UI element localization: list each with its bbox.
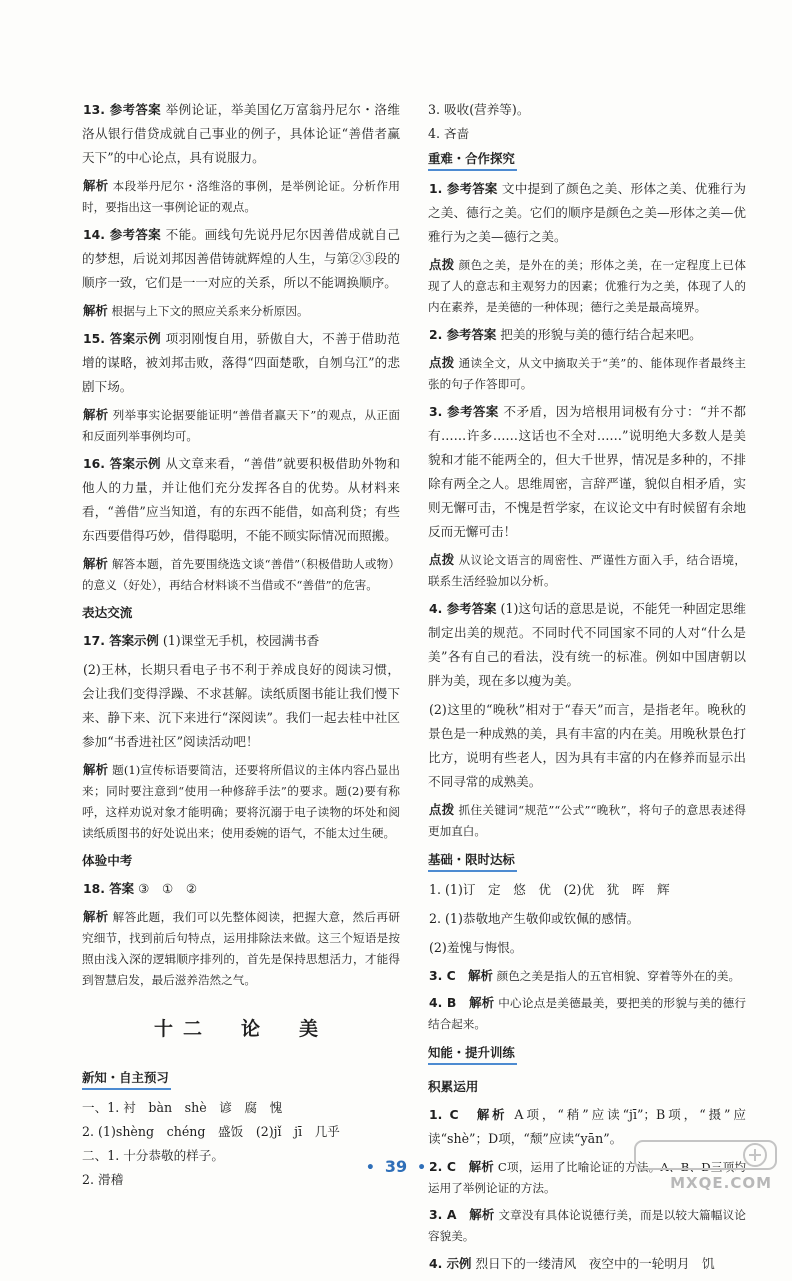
right-top-line: 4. 吝啬 [428,126,470,141]
answer-label: 4. 示例 [429,1256,472,1271]
q18-answer [82,877,400,901]
answer-label: 解析 [83,303,108,318]
answer-text: C项，运用了比喻论证的方法。A、B、D三项均运用了举例论证的方法。 [428,1160,746,1195]
section-key-title: 重难・合作探究 [428,150,517,171]
newknow-line: 一、1. 衬 bàn shè 谚 腐 愧 [82,1100,283,1115]
answer-text: 颜色之美是指人的五官相貌、穿着等外在的美。 [496,969,741,983]
answer-label: 15. 答案示例 [83,331,162,346]
answer-text: (1)这句话的意思是说，不能凭一种固定思维制定出美的规范。不同时代不同国家不同的人对“什么是美”各有自己的看法，没有统一的标准。例如中国唐朝以胖为美，现在多以瘦为美。 [428,601,746,688]
answer-paragraph [82,300,400,322]
answer-text: 项羽刚愎自用，骄傲自大，不善于借助范增的谋略，被刘邦击败，落得“四面楚歌，自刎乌江”的悲剧下场。 [82,331,401,394]
answer-label: 解析 [83,556,109,571]
answer-text: 列举事实论据要能证明“善借者赢天下”的观点，从正面和反面列举事例均可。 [82,408,401,443]
answer-paragraph [428,549,746,592]
answer-paragraph [82,223,400,295]
answer-text: 通读全文，从文中摘取关于“美”的、能体现作者最终主张的句子作答即可。 [428,356,747,391]
newknow-line: 2. 滑稽 [82,1172,124,1187]
answer-label: 16. 答案示例 [83,456,161,471]
answer-paragraph [82,98,400,170]
answer-text: 2. (1)恭敬地产生敬仰或钦佩的感情。 [429,911,640,926]
answer-paragraph [428,878,746,902]
answer-paragraph [428,992,746,1035]
answer-text: 从文章来看，“善借”就要积极借助外物和他人的力量，并让他们充分发挥各自的优势。从材料来看，“善借”应当知道，有的东西不能借，如高利贷；有些东西要借得巧妙，借得聪明，不能不顾实际情况而照搬。 [82,456,400,543]
answer-paragraph [428,177,746,249]
q18-analysis [82,906,400,991]
answer-paragraph [82,175,400,218]
chapter-title: 十二 论 美 [153,1018,328,1040]
section-express-title: 表达交流 [82,605,133,620]
answer-label: 14. 参考答案 [83,227,162,242]
answer-paragraph [82,327,400,399]
newknow-line: 2. (1)shèng chéng 盛饭 (2)jǐ jī 几乎 [82,1124,340,1139]
page-dot-left: • [365,1160,375,1176]
answer-label: 1. C 解析 [429,1107,508,1122]
q17-label: 17. 答案示例 [83,633,159,648]
answer-label: 点拨 [429,257,455,272]
answer-text: 从议论文语言的周密性、严谨性方面入手，结合语境，联系生活经验加以分析。 [428,553,747,588]
answer-paragraph [428,352,746,395]
answer-paragraph [428,936,746,960]
answer-text: 根据与上下文的照应关系来分析原因。 [111,304,309,318]
q18-text: ③ ① ② [138,881,198,896]
page-dot-right: • [417,1160,427,1176]
q17-analysis [82,759,400,844]
q18-analysis-text: 解答此题，我们可以先整体阅读，把握大意，然后再研究细节，找到前后句特点，运用排除法来做。这三个短语是按照由浅入深的逻辑顺序排列的，首先是保持思想活力，才能得到智慧启发，最后滋养浩然之气。 [82,910,401,987]
answer-text: 文章没有具体论说德行美，而是以较大篇幅议论容貌美。 [428,1208,747,1243]
answer-text: 抓住关键词“规范”“公式”“晚秋”，将句子的意思表述得更加直白。 [428,803,746,838]
left-column [82,98,400,1192]
answer-paragraph [428,965,746,987]
answer-paragraph [428,1252,746,1276]
answer-label: 解析 [83,178,109,193]
q17-line1: (1)课堂无手机，校园满书香 [162,633,320,648]
sub-accum-title: 积累运用 [428,1079,479,1094]
answer-text: 1. (1)订 定 悠 优 (2)优 犹 晖 辉 [429,882,670,897]
answer-paragraph [82,404,400,447]
answer-paragraph [428,698,746,794]
answer-paragraph [428,323,746,347]
answer-paragraph [428,1204,746,1247]
q17-answer [82,629,400,653]
answer-text: 烈日下的一缕清风 夜空中的一轮明月 饥 [475,1256,715,1271]
answer-paragraph [428,907,746,931]
answer-label: 3. 参考答案 [429,404,499,419]
answer-label: 4. B 解析 [429,995,495,1010]
answer-text: 解答本题，首先要围绕选文谈“善借”（积极借助人或物）的意义（好处），再结合材料谈不当借或不“善借”的危害。 [82,557,401,592]
q17-analysis-label: 解析 [83,762,109,777]
answer-text: 本段举丹尼尔・洛维洛的事例，是举例论证。分析作用时，要指出这一事例论证的观点。 [82,179,401,214]
answer-paragraph [428,799,746,842]
answer-paragraph [428,254,746,318]
answer-text: 不矛盾，因为培根用词极有分寸：“并不都有……许多……这话也不全对……”说明绝大多数人是美貌和才能不能两全的，但大千世界，情况是多种的，不排除有两全之人。思维周密，言辞严谨，貌似自相矛盾，实则无懈可击，不愧是哲学家，在议论文中有时候留有余地反而无懈可击！ [428,404,746,539]
watermark-text: MXQE.COM [670,1174,772,1192]
answer-label: 点拨 [429,802,455,817]
section-exam-title: 体验中考 [82,853,133,868]
answer-text: 颜色之美，是外在的美；形体之美，在一定程度上已体现了人的意志和主观努力的因素；优雅行为之美，体现了人的内在素养，是美德的一种体现；德行之美是最高境界。 [428,258,747,314]
right-column [428,98,746,1281]
answer-label: 点拨 [429,355,455,370]
q17-line2: (2)王林，长期只看电子书不利于养成良好的阅读习惯，会让我们变得浮躁、不求甚解。读纸质图书能让我们慢下来、静下来、沉下来进行“深阅读”。我们一起去桂中社区参加“书香进社区”阅读活动吧！ [82,662,400,749]
watermark-logo-icon [633,1138,778,1172]
newknow-line: 二、1. 十分恭敬的样子。 [82,1148,224,1163]
q18-analysis-label: 解析 [83,909,109,924]
answer-text: 举例论证，举美国亿万富翁丹尼尔・洛维洛从银行借贷成就自己事业的例子，具体论证“善借者赢天下”的中心论点，具有说服力。 [82,102,401,165]
answer-paragraph [428,400,746,544]
answer-text: 把美的形貌与美的德行结合起来吧。 [500,327,702,342]
answer-text: 文中提到了颜色之美、形体之美、优雅行为之美、德行之美。它们的顺序是颜色之美—形体之美—优雅行为之美—德行之美。 [428,181,746,244]
answer-label: 3. C 解析 [429,968,493,983]
answer-paragraph [82,452,400,548]
right-top-line: 3. 吸收(营养等)。 [428,102,530,117]
answer-text: A项，“稍”应读“jī”；B项，“摄”应读“shè”；D项，“颓”应读“yān”。 [428,1107,746,1146]
answer-label: 1. 参考答案 [429,181,498,196]
newknow-list [82,1096,400,1192]
answer-paragraph [428,597,746,693]
answer-label: 4. 参考答案 [429,601,497,616]
key-answers [428,177,746,842]
section-ability-title: 知能・提升训练 [428,1044,517,1065]
basic-answers [428,878,746,1035]
answer-text: 中心论点是美德最美，要把美的形貌与美的德行结合起来。 [428,996,746,1031]
q17-analysis-text: 题(1)宣传标语要简洁，还要将所倡议的主体内容凸显出来；同时要注意到“使用一种修辞手法”的要求。题(2)要有称呼，这样劝说对象才能明确；要将沉溺于电子读物的坏处和阅读纸质图书的好处说出来；使用委婉的语气，不能太过生硬。 [82,763,401,840]
page-number-text: 39 [384,1157,408,1176]
section-newknow-title: 新知・自主预习 [82,1069,171,1090]
q18-label: 18. 答案 [83,881,135,896]
answer-label: 解析 [83,407,109,422]
answer-text: (2)这里的“晚秋”相对于“春天”而言，是指老年。晚秋的景色是一种成熟的美，具有丰富的内在美。用晚秋景色打比方，说明有些老人，因为具有丰富的内在修养而显示出不同寻常的成熟美。 [428,702,746,789]
answer-text: (2)羞愧与悔恨。 [429,940,523,955]
answer-label: 3. A 解析 [429,1207,495,1222]
watermark [633,1138,778,1192]
left-answers [82,98,400,596]
answer-label: 2. C 解析 [429,1159,494,1174]
answer-label: 点拨 [429,552,455,567]
answer-label: 2. 参考答案 [429,327,497,342]
answer-text: 不能。画线句先说丹尼尔因善借成就自己的梦想，后说刘邦因善借铸就辉煌的人生，与第②③段的顺序一致，它们是一一对应的关系，所以不能调换顺序。 [82,227,401,290]
answer-paragraph [82,553,400,596]
section-basic-title: 基础・限时达标 [428,851,517,872]
answer-label: 13. 参考答案 [83,102,162,117]
